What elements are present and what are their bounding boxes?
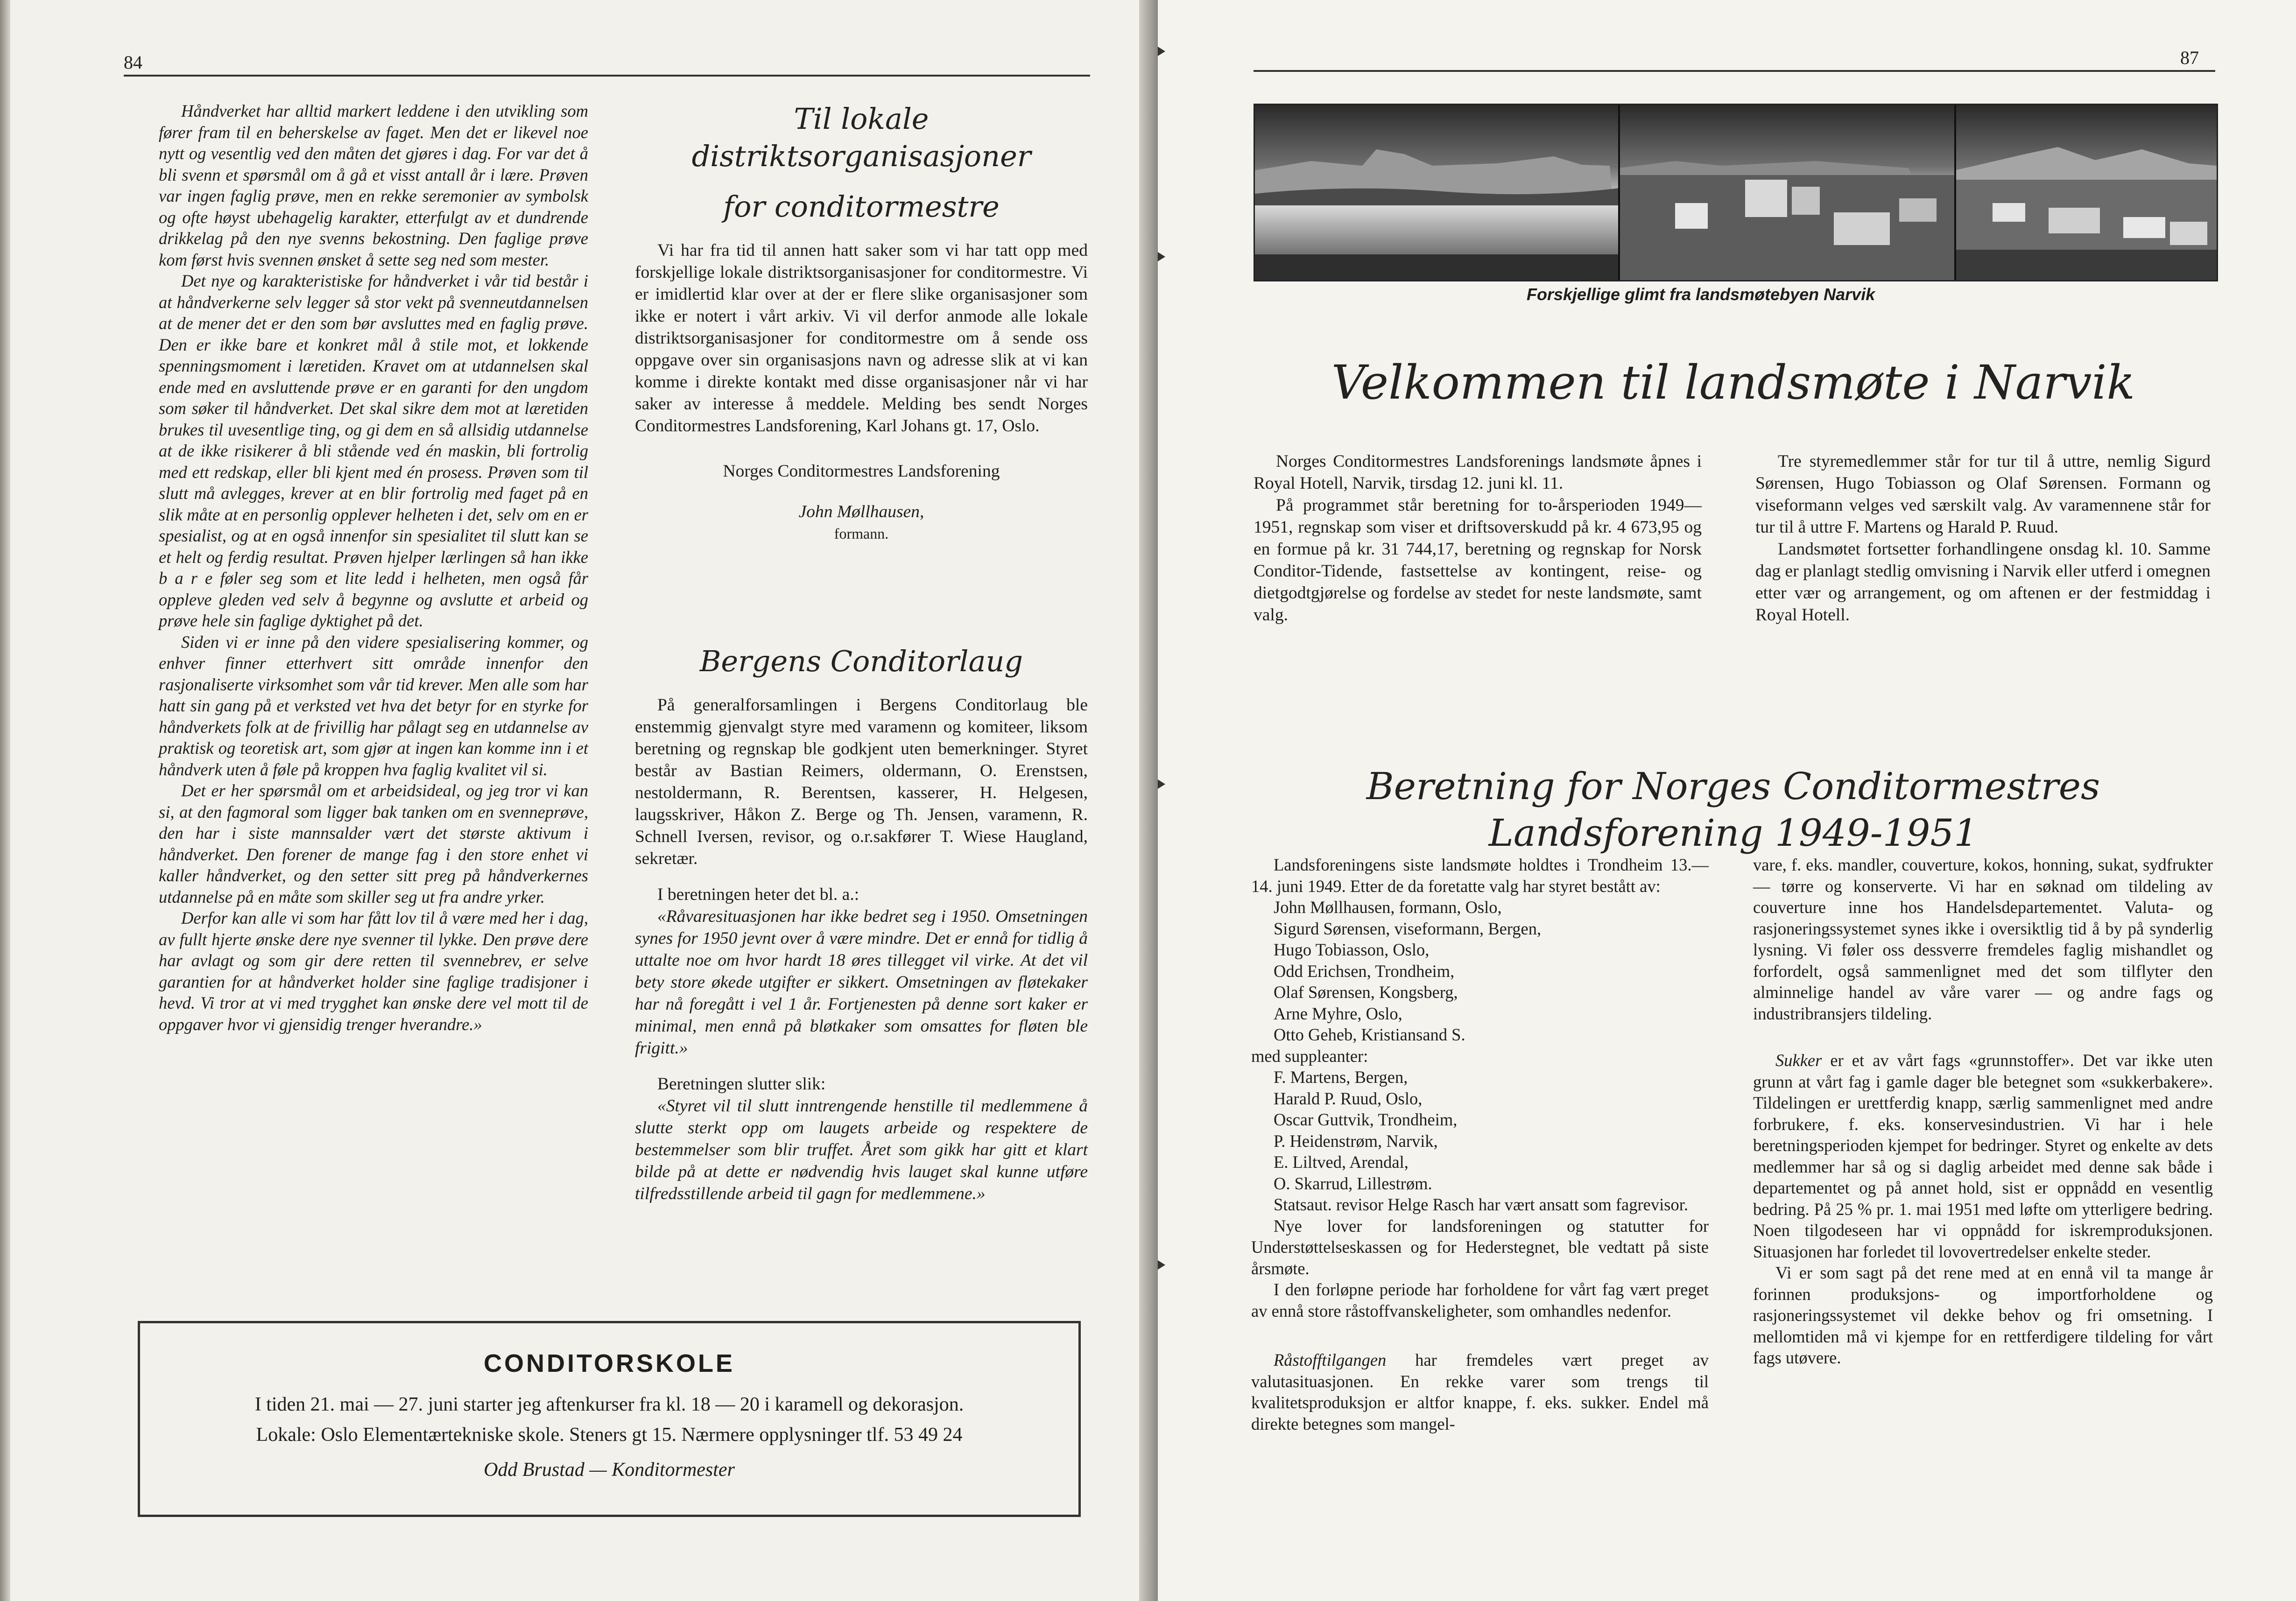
ad-title: CONDITORSKOLE	[483, 1349, 735, 1377]
report-paragraph: Statsaut. revisor Helge Rasch har vært ansatt som fagrevisor.	[1274, 1195, 1688, 1214]
suppleant: O. Skarrud, Lillestrøm.	[1274, 1173, 1432, 1193]
suppleant: E. Liltved, Arendal,	[1274, 1152, 1409, 1172]
article-subtitle: for conditormestre	[723, 190, 1000, 224]
bergens-quote-2: «Styret vil til slutt inntrengende henstille til medlemmene å slutte sterkt opp om laugets arbeide og respektere de bestemmelser som blir truffet. Året som gikk har gitt et klart bilde på at dette er nødvendig hvis lauget skal kunne utføre tilfredsstillende arbeid til gagn for medlemmene.»	[635, 1096, 1088, 1203]
welcome-headline: Velkommen til landsmøte i Narvik	[1331, 355, 2135, 410]
header-rule	[1254, 70, 2215, 72]
board-member: Hugo Tobiasson, Oslo,	[1274, 940, 1430, 959]
suppleants-label: med suppleanter:	[1251, 1046, 1368, 1066]
organization-name: Norges Conditormestres Landsforening	[723, 462, 1000, 481]
conditorskole-ad	[138, 1321, 1081, 1517]
signer-role: formann.	[834, 525, 889, 542]
binding-mark	[1158, 779, 1165, 789]
article-title: Til lokale distriktsorganisasjoner	[691, 102, 1031, 173]
board-member: John Møllhausen, formann, Oslo,	[1274, 898, 1502, 917]
narvik-panorama-image	[1255, 105, 2217, 280]
raw-heading: Råstofftilgangen	[1274, 1350, 1387, 1369]
narvik-photo-strip	[1254, 104, 2218, 281]
bergens-title: Bergens Conditorlaug	[699, 644, 1023, 678]
suppleants-list	[1251, 1067, 1709, 1194]
article-paragraph: Siden vi er inne på den videre spesialisering kommer, og enhver finner etterhvert sitt område innenfor den rasjonaliserte virksomhet som vår tid krever. Men alle som har hatt sin gang på et verksted vet hva det betyr for en styrke for håndverkets folk at de frivillig har pålagt seg en utdannelse av praktisk og teoretisk art, som gjør at ingen kan komme inn i et håndverk uten å føle på kroppen hva faglig kvalitet vil si.	[159, 632, 588, 779]
bergens-body: På generalforsamlingen i Bergens Conditorlaug ble enstemmig gjenvalgt styre med varamenn og komiteer, liksom beretning og regnskap ble godkjent uten bemerkninger. Styret består av Bastian Reimers, oldermann, O. Erenstsen, nestoldermann, R. Berentsen, kasserer, H. Helgesen, laugsskriver, Håkon Z. Berge og Th. Jensen, varamenn, R. Schnell Iversen, revisor, og o.r.sakfører T. Wiese Haugland, sekretær.	[635, 695, 1088, 868]
article-body: Vi har fra tid til annen hatt saker som vi har tatt opp med forskjellige lokale distriktsorganisasjoner for conditormestre. Vi er imidlertid klar over at der er flere slike organisasjoner som ikke er notert i vårt arkiv. Vi vil derfor anmode alle lokale distriktsorganisasjoner for conditormestre om å sende oss oppgave over sin organisasjons navn og adresse slik at vi kan komme i direkte kontakt med disse organisasjoner når vi har saker av interesse å meddele. Melding bes sendt Norges Conditormestres Landsforening, Karl Johans gt. 17, Oslo.	[635, 241, 1088, 435]
binding-mark	[1158, 47, 1165, 56]
suppleant: Harald P. Ruud, Oslo,	[1274, 1088, 1423, 1108]
article-paragraph: Det er her spørsmål om et arbeidsideal, og jeg tror vi kan si, at den fagmoral som ligger bak tanken om en svenneprøve, den har i siste mannsalder vært det største aktivum i håndverket. Den forener de mange fag i den store enhet vi kaller håndverket, og den setter sitt preg på håndverkernes utdannelse på en måte som skiller seg ut fra andre yrker.	[159, 781, 588, 906]
report-intro: Landsforeningens siste landsmøte holdtes i Trondheim 13.—14. juni 1949. Etter de da foretatte valg har styret bestått av:	[1251, 855, 1709, 896]
raw-text: har fremdeles vært preget av valutasituasjonen. En rekke varer som trengs til kvalitetsproduksjon er altfor knappe, f. eks. sukker. Endel må direkte betegnes som mangel-	[1251, 1350, 1709, 1433]
report-headline: Beretning for Norges Conditormestres Landsforening 1949-1951	[1366, 765, 2100, 855]
sugar-text: er et av vårt fags «grunnstoffer». Det var ikke uten grunn at vårt fag i gamle dager ble betegnet som «sukkerbakere». Tildelingen er urettferdig knapp, særlig sammenlignet med andre forbrukere, f. eks. konservesindustrien. Vi har i hele beretningsperioden kjempet for bedringer. Styret og enkelte av dets medlemmer har så og si daglig arbeidet med denne sak både i departementet og på annet hold, sist er oppnådd en vesentlig bedring. På 25 % pr. 1. mai 1951 med løfte om ytterligere bedring. Noen tilgodeseen har vi oppnådd for iskremproduksjonen. Situasjonen har forledet til lovovertredelser enkelte steder.	[1753, 1051, 2213, 1261]
report-paragraph: Nye lover for landsforeningen og statutter for Understøttelseskassen og for Hederstegnet, ble vedtatt på siste årsmøte.	[1251, 1216, 1709, 1278]
bergens-quote: «Råvaresituasjonen har ikke bedret seg i 1950. Omsetningen synes for 1950 jevnt over å være mindre. Det er ennå for tidlig å uttalte noe om hvor hardt 18 øres tillegget vil virke. At det vil bety store økede utgifter er sikkert. Omsetningen av fløtekaker har nå foregått i vel 1 år. Fortjenesten på denne sort kaker er minimal, men ennå på bløtkaker som omsattes for fløten ble frigitt.»	[635, 907, 1088, 1058]
board-list	[1251, 897, 1709, 1046]
bergens-intro: I beretningen heter det bl. a.:	[657, 885, 859, 904]
page-number: 84	[124, 52, 142, 73]
suppleant: F. Martens, Bergen,	[1274, 1067, 1408, 1087]
ad-signature: Odd Brustad — Konditormester	[484, 1459, 735, 1481]
signer-name: John Møllhausen,	[798, 502, 924, 521]
welcome-paragraph: Norges Conditormestres Landsforenings landsmøte åpnes i Royal Hotell, Narvik, tirsdag 12. juni kl. 11.	[1254, 452, 1702, 493]
welcome-col-1	[1254, 450, 1702, 626]
ad-line-1: I tiden 21. mai — 27. juni starter jeg aftenkurser fra kl. 18 — 20 i karamell og dekorasjon.	[254, 1394, 964, 1415]
header-rule	[124, 75, 1090, 77]
sugar-paragraph	[1753, 1050, 2213, 1262]
board-member: Sigurd Sørensen, viseformann, Bergen,	[1274, 919, 1542, 938]
board-member: Arne Myhre, Oslo,	[1274, 1004, 1402, 1023]
article-paragraph: Håndverket har alltid markert leddene i den utvikling som fører fram til en beherskelse av faget. Men det er likevel noe nytt og vesentlig ved den måten det gjøres i dag. For var det å bli svenn et spørsmål om å gå et visst antall år i lære. Prøven var ingen faglig prøve, men en rekke seremonier av symbolsk og ofte høyst ubehagelig karakter, etterfulgt av et dundrende drikkelag på den nye svenns bekostning. Den faglige prøve kom først hvis svennen ønsket å sette seg ned som mester.	[159, 101, 588, 269]
board-member: Olaf Sørensen, Kongsberg,	[1274, 983, 1458, 1002]
page-edge	[0, 0, 10, 1601]
suppleant: Oscar Guttvik, Trondheim,	[1274, 1110, 1458, 1129]
article-paragraph: Derfor kan alle vi som har fått lov til å være med her i dag, av fullt hjerte ønske dere nye svenner til lykke. Den prøve dere har avlagt og som gir dere retten til svennebrev, er selve garantien for at håndverket holder sine faglige tradisjoner i hevd. Vi tror at vi med trygghet kan ønske dere vel mott til de oppgaver hvor vi gjensidig trenger hverandre.»	[159, 908, 588, 1034]
svenneprove-article	[159, 100, 588, 1035]
binding-mark	[1158, 1260, 1165, 1270]
report-paragraph: Vi er som sagt på det rene med at en ennå vil ta mange år forinnen produksjons- og importforholdene og rasjoneringssystemet vil dekke behov og fri omsetning. I mellomtiden må vi kjempe for en rettferdigere tildeling for vårt fags utøvere.	[1753, 1263, 2213, 1367]
raw-material-paragraph	[1251, 1349, 1709, 1434]
report-col-1	[1251, 854, 1709, 1434]
bergens-outro: Beretningen slutter slik:	[657, 1074, 826, 1094]
suppleant: P. Heidenstrøm, Narvik,	[1274, 1131, 1438, 1151]
photo-caption: Forskjellige glimt fra landsmøtebyen Narvik	[1527, 285, 1875, 304]
binding-mark	[1158, 252, 1165, 261]
board-member: Otto Geheb, Kristiansand S.	[1274, 1025, 1465, 1044]
board-member: Odd Erichsen, Trondheim,	[1274, 961, 1455, 981]
report-paragraph: vare, f. eks. mandler, couverture, kokos, honning, sukat, sydfrukter — tørre og konserverte. Vi har en søknad om tildeling av couverture inne hos Handelsdepartementet. Valuta- og rasjoneringssystemet synes ikke i oversiktlig tid å by på synderlig lysning. Vi føler oss dessverre fremdeles faglig mishandlet og forfordelt, også sammenlignet med det som tilflyter den alminnelige handel av våre varer — og andre fags og industribransjers tildeling.	[1753, 855, 2213, 1023]
distrikt-article	[635, 100, 1088, 1205]
page-number: 87	[2180, 47, 2199, 68]
article-paragraph: Det nye og karakteristiske for håndverket i vår tid består i at håndverkerne selv legger så stor vekt på svenneutdannelsen at de mener det er den som bør avsluttes med en faglig prøve. Den er ikke bare et konkret mål å stile mot, et lokkende spenningsmoment i læretiden. Kravet om at utdannelsen skal ende med en avsluttende prøve er en garanti for den ungdom som søker til håndverket. Det skal sikre dem mot at læretiden brukes til uvesentlige ting, og gi dem en så allsidig utdannelse at de ikke risikerer å bli stående ved én maskin, bli fortrolig med ett redskap, eller bli kjent med én prosess. Prøven som til slutt må avlegges, krever at en blir fortrolig med faget på en slik måte at en personlig opplever helheten i det, selv om en er spesialist, og at en også innenfor sin spesialitet til slutt kan se et helt og ferdig resultat. Prøven hjelper lærlingen så han ikke b a r e føler seg som et lite ledd i helheten, men også får oppleve gleden ved selv å begynne og avslutte et arbeid og prøve hele sin faglige dyktighet på det.	[159, 271, 588, 630]
welcome-paragraph: Tre styremedlemmer står for tur til å uttre, nemlig Sigurd Sørensen, Hugo Tobiasson og Olaf Sørensen. Formann og viseformann velges ved særskilt valg. Av varamennene står for tur til å uttre F. Martens og Harald P. Ruud.	[1755, 452, 2211, 537]
welcome-col-2	[1755, 450, 2211, 626]
sugar-heading: Sukker	[1775, 1051, 1822, 1070]
welcome-paragraph: Landsmøtet fortsetter forhandlingene onsdag kl. 10. Samme dag er planlagt stedlig omvisning i Narvik eller utferd i omegnen etter vær og arrangement, og om aftenen er der festmiddag i Royal Hotell.	[1755, 540, 2211, 625]
report-paragraph: I den forløpne periode har forholdene for vårt fag vært preget av ennå store råstoffvanskeligheter, som omhandles nedenfor.	[1251, 1280, 1709, 1320]
ad-line-2: Lokale: Oslo Elementærtekniske skole. Steners gt 15. Nærmere opplysninger tlf. 53 49 24	[256, 1424, 963, 1446]
welcome-paragraph: På programmet står beretning for to-årsperioden 1949—1951, regnskap som viser et driftsoverskudd på kr. 4 673,95 og en formue på kr. 31 744,17, beretning og regnskap for Norsk Conditor-Tidende, fastsettelse av kontingent, reise- og dietgodtgjørelse og fordelse av stedet for neste landsmøte, samt valg.	[1254, 496, 1702, 625]
right-page	[1158, 0, 2296, 1601]
report-col-2	[1753, 854, 2213, 1369]
